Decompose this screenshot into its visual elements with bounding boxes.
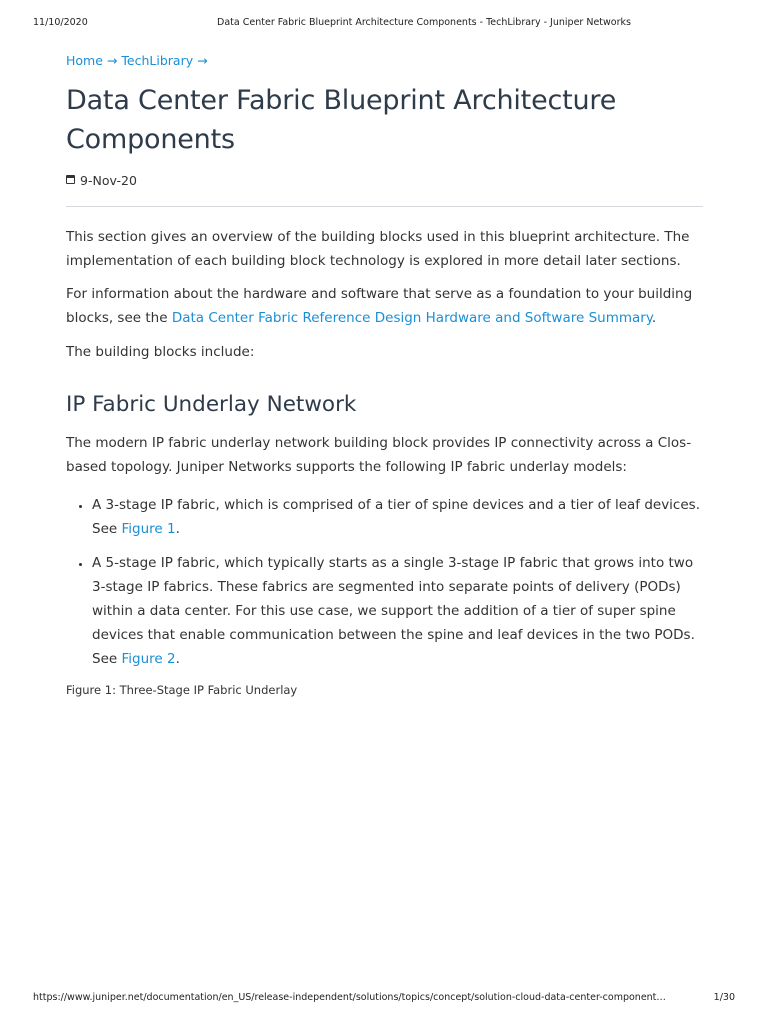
list-item: [92, 493, 703, 541]
print-date: 11/10/2020: [33, 17, 88, 28]
print-url: https://www.juniper.net/documentation/en_US/release-independent/solutions/topics/concept/solution-cloud-data-center-component…: [33, 992, 666, 1003]
divider: [66, 206, 703, 207]
list-item-text: .: [175, 521, 180, 537]
hardware-software-summary-link[interactable]: Data Center Fabric Reference Design Hardware and Software Summary: [171, 310, 652, 326]
list-item-text: .: [175, 651, 180, 667]
section-heading: IP Fabric Underlay Network: [66, 392, 357, 417]
article: [66, 53, 703, 697]
figure-caption: Figure 1: Three-Stage IP Fabric Underlay: [66, 683, 298, 697]
published-date: 9-Nov-20: [80, 172, 137, 188]
breadcrumb-techlibrary-link[interactable]: TechLibrary: [121, 53, 194, 68]
list-item: [92, 551, 703, 671]
published-date-row: [66, 171, 703, 189]
list-item-text: A 5-stage IP fabric, which typically starts as a single 3-stage IP fabric that grows into two 3-stage IP fabrics. These fabrics are segmented into separate points of delivery (PODs) within a data center. For this use case, we support the addition of a tier of super spine devices that enable communication between the spine and leaf devices in the two PODs. See: [92, 555, 695, 667]
figure-2-link[interactable]: Figure 2: [121, 651, 176, 667]
page-number: 1/30: [713, 992, 735, 1003]
intro-paragraph-hardware: [66, 282, 703, 330]
breadcrumb-separator: →: [197, 53, 208, 68]
paragraph-text: For information about the hardware and software that serve as a foundation to your building blocks, see the: [66, 286, 693, 326]
breadcrumb-separator: →: [106, 53, 118, 68]
section-paragraph: The modern IP fabric underlay network building block provides IP connectivity across a Clos-based topology. Juniper Networks supports the following IP fabric underlay models:: [66, 435, 692, 475]
building-blocks-intro: The building blocks include:: [66, 344, 255, 360]
figure-1-link[interactable]: Figure 1: [121, 521, 176, 537]
breadcrumb: [66, 53, 703, 71]
calendar-icon: [66, 175, 75, 184]
print-title: Data Center Fabric Blueprint Architecture Components - TechLibrary - Juniper Networks: [217, 17, 631, 28]
breadcrumb-home-link[interactable]: Home: [66, 53, 103, 68]
list-item-text: A 3-stage IP fabric, which is comprised of a tier of spine devices and a tier of leaf devices. See: [92, 497, 700, 537]
intro-paragraph: This section gives an overview of the building blocks used in this blueprint architecture. The implementation of each building block technology is explored in more detail later sections.: [66, 229, 690, 269]
paragraph-text: .: [651, 310, 657, 326]
underlay-models-list: [66, 493, 703, 671]
page-title: Data Center Fabric Blueprint Architecture Components: [66, 85, 617, 155]
